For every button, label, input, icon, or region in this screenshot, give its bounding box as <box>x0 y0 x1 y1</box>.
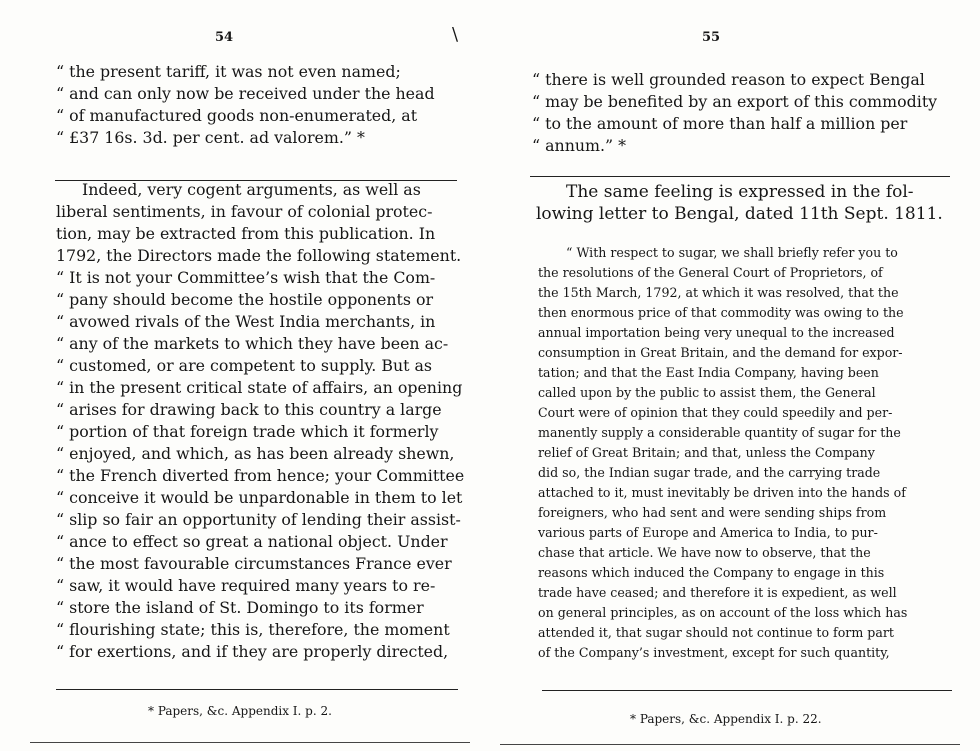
text-line: “ the most favourable circumstances France ever <box>56 554 452 573</box>
section-rule <box>530 176 950 177</box>
text-line: chase that article. We have now to observe, that the <box>538 545 871 560</box>
bottom-edge-line <box>30 742 470 743</box>
text-line: 1792, the Directors made the following statement. <box>56 246 462 265</box>
letter-quote <box>538 244 968 664</box>
right-page <box>490 0 980 751</box>
text-line: annual importation being very unequal to the increased <box>538 325 895 340</box>
text-line: “ in the present critical state of affairs, an opening <box>56 378 463 397</box>
text-line: “ slip so fair an opportunity of lending their assist- <box>56 510 461 529</box>
text-line: manently supply a considerable quantity of sugar for the <box>538 425 901 440</box>
text-line: “ saw, it would have required many years to re- <box>56 576 436 595</box>
footnote-rule <box>56 689 458 690</box>
text-line: trade have ceased; and therefore it is expedient, as well <box>538 585 897 600</box>
bottom-edge-line <box>500 744 960 745</box>
text-line: “ the French diverted from hence; your Committee <box>56 466 465 485</box>
text-line: “ annum.” * <box>532 136 627 155</box>
gutter-mark: \ <box>452 24 459 45</box>
text-line: “ and can only now be received under the head <box>56 84 435 103</box>
text-line: “ for exertions, and if they are properly directed, <box>56 642 449 661</box>
text-line: “ customed, or are competent to supply. But as <box>56 356 433 375</box>
text-line: “ £37 16s. 3d. per cent. ad valorem.” * <box>56 128 365 147</box>
text-line: the resolutions of the General Court of Proprietors, of <box>538 265 883 280</box>
text-line: attached to it, must inevitably be driven into the hands of <box>538 485 906 500</box>
text-line: “ With respect to sugar, we shall briefly refer you to <box>566 245 898 260</box>
text-line: relief of Great Britain; and that, unless the Company <box>538 445 875 460</box>
page-number: 54 <box>215 30 234 45</box>
text-line: “ of manufactured goods non-enumerated, at <box>56 106 418 125</box>
text-line: tion, may be extracted from this publication. In <box>56 224 436 243</box>
footnote: * Papers, &c. Appendix I. p. 22. <box>630 712 822 726</box>
text-line: of the Company’s investment, except for such quantity, <box>538 645 890 660</box>
quote-continuation <box>56 62 476 152</box>
text-line: lowing letter to Bengal, dated 11th Sept. 1811. <box>536 204 943 224</box>
text-line: “ avowed rivals of the West India merchants, in <box>56 312 436 331</box>
text-line: foreigners, who had sent and were sending ships from <box>538 505 887 520</box>
lead-paragraph <box>536 182 966 228</box>
text-line: “ conceive it would be unpardonable in them to let <box>56 488 463 507</box>
text-line: reasons which induced the Company to engage in this <box>538 565 885 580</box>
page-number: 55 <box>702 30 721 45</box>
text-line: “ the present tariff, it was not even named; <box>56 62 401 81</box>
quote-continuation <box>532 70 962 160</box>
text-line: “ to the amount of more than half a million per <box>532 114 908 133</box>
text-line: did so, the Indian sugar trade, and the carrying trade <box>538 465 881 480</box>
text-line: liberal sentiments, in favour of colonial protec- <box>56 202 433 221</box>
footnote: * Papers, &c. Appendix I. p. 2. <box>148 704 332 718</box>
text-line: attended it, that sugar should not continue to form part <box>538 625 894 640</box>
text-line: tation; and that the East India Company, having been <box>538 365 879 380</box>
text-line: the 15th March, 1792, at which it was resolved, that the <box>538 285 899 300</box>
text-line: “ there is well grounded reason to expect Bengal <box>532 70 925 89</box>
text-line: consumption in Great Britain, and the demand for expor- <box>538 345 903 360</box>
text-line: “ any of the markets to which they have been ac- <box>56 334 449 353</box>
text-line: “ portion of that foreign trade which it formerly <box>56 422 439 441</box>
text-line: called upon by the public to assist them, the General <box>538 385 876 400</box>
text-line: Indeed, very cogent arguments, as well as <box>82 180 421 199</box>
text-line: various parts of Europe and America to India, to pur- <box>538 525 878 540</box>
text-line: then enormous price of that commodity was owing to the <box>538 305 904 320</box>
text-line: “ may be benefited by an export of this commodity <box>532 92 938 111</box>
footnote-rule <box>542 690 952 691</box>
text-line: The same feeling is expressed in the fol- <box>566 182 914 202</box>
text-line: “ arises for drawing back to this country a large <box>56 400 442 419</box>
body-paragraph <box>56 180 476 670</box>
text-line: “ ance to effect so great a national object. Under <box>56 532 448 551</box>
text-line: “ pany should become the hostile opponents or <box>56 290 434 309</box>
text-line: on general principles, as on account of the loss which has <box>538 605 908 620</box>
text-line: Court were of opinion that they could speedily and per- <box>538 405 893 420</box>
text-line: “ enjoyed, and which, as has been already shewn, <box>56 444 455 463</box>
text-line: “ store the island of St. Domingo to its former <box>56 598 424 617</box>
text-line: “ flourishing state; this is, therefore, the moment <box>56 620 450 639</box>
text-line: “ It is not your Committee’s wish that the Com- <box>56 268 436 287</box>
